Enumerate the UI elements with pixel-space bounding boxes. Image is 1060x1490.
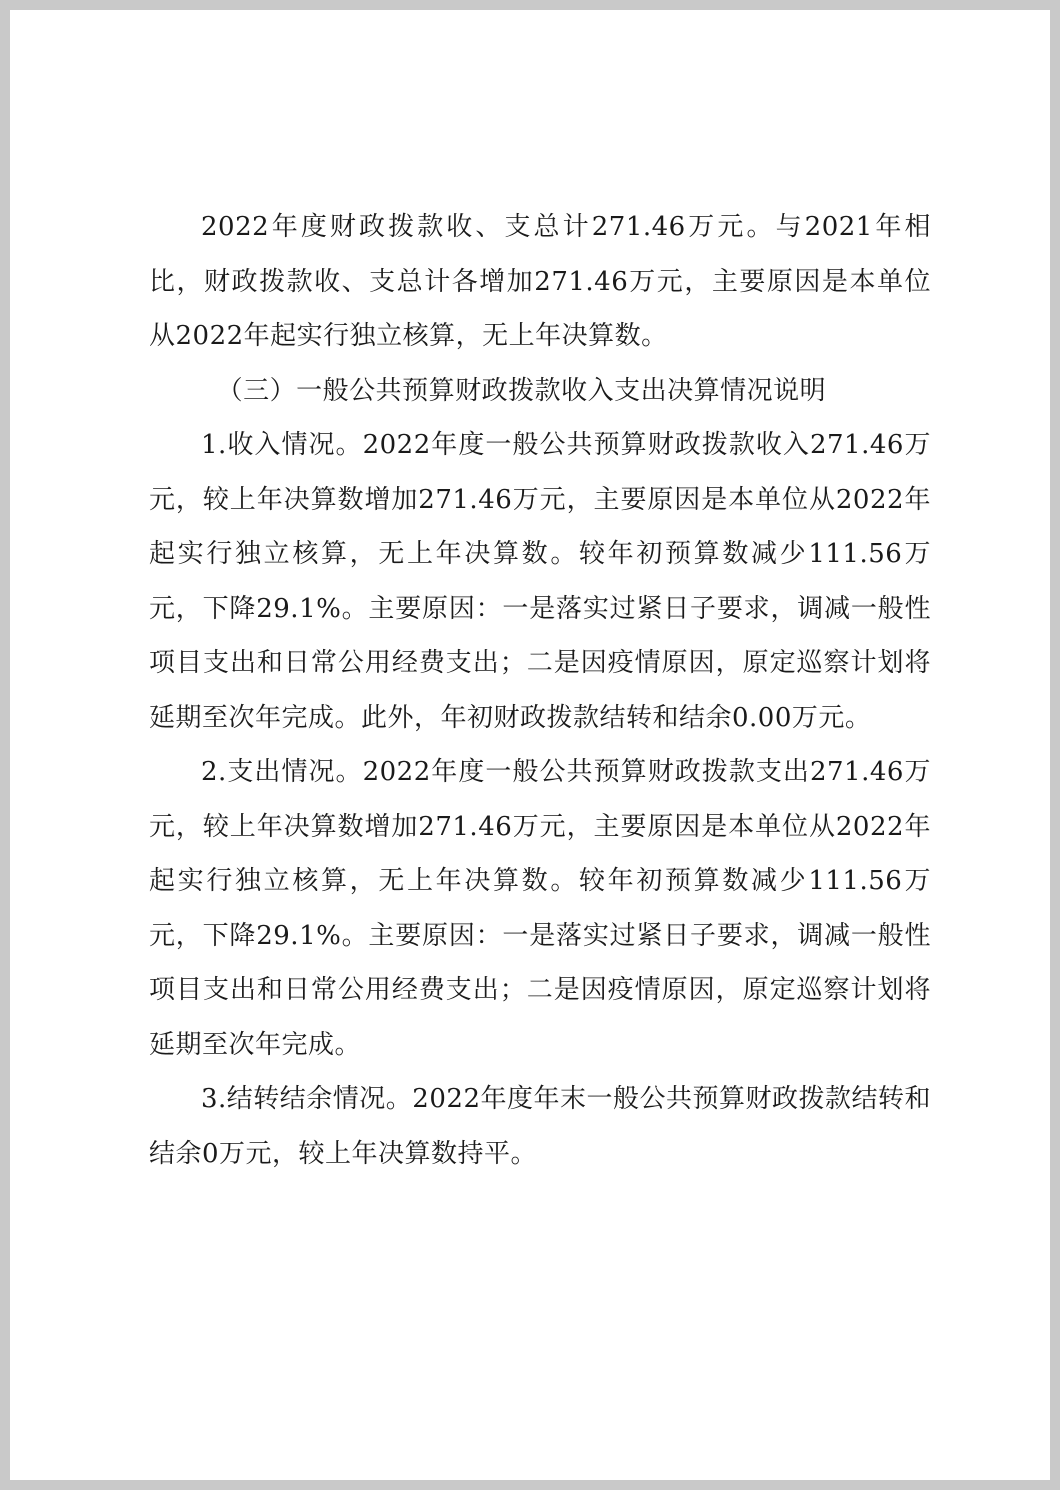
paragraph-carryover: 3.结转结余情况。2022年度年末一般公共预算财政拨款结转和结余0万元，较上年决算数持平。: [149, 1084, 931, 1169]
paragraph-expenditure: 2.支出情况。2022年度一般公共预算财政拨款支出271.46万元，较上年决算数增加271.46万元，主要原因是本单位从2022年起实行独立核算，无上年决算数。较年初预算数减少111.56万元，下降29.1%。主要原因：一是落实过紧日子要求，调减一般性项目支出和日常公用经费支出；二是因疫情原因，原定巡察计划将延期至次年完成。: [149, 757, 931, 1060]
paragraph-summary: 2022年度财政拨款收、支总计271.46万元。与2021年相比，财政拨款收、支总计各增加271.46万元，主要原因是本单位从2022年起实行独立核算，无上年决算数。: [149, 212, 931, 351]
section-heading: （三）一般公共预算财政拨款收入支出决算情况说明: [216, 375, 827, 406]
paragraph-income: 1.收入情况。2022年度一般公共预算财政拨款收入271.46万元，较上年决算数增加271.46万元，主要原因是本单位从2022年起实行独立核算，无上年决算数。较年初预算数减少111.56万元，下降29.1%。主要原因：一是落实过紧日子要求，调减一般性项目支出和日常公用经费支出；二是因疫情原因，原定巡察计划将延期至次年完成。此外，年初财政拨款结转和结余0.00万元。: [149, 430, 931, 733]
document-body: [149, 200, 931, 1181]
document-page: [10, 10, 1050, 1480]
